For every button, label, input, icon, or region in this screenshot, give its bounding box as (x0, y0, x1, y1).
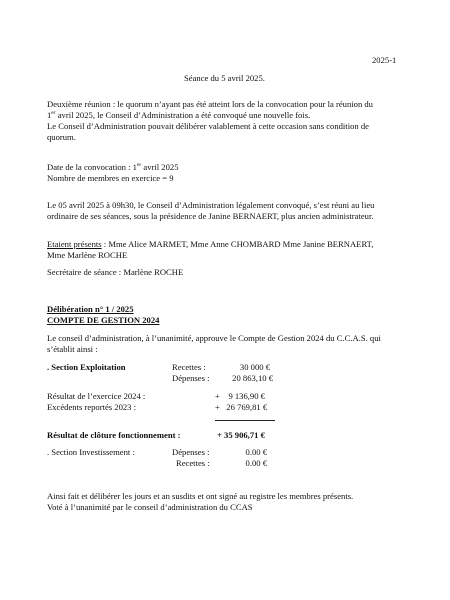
result-cloture-label: Résultat de clôture fonctionnement : (47, 430, 181, 440)
deliberation-line-2: s’établit ainsi : (47, 344, 98, 354)
members-count: Nombre de membres en exercice = 9 (47, 173, 174, 183)
investissement-recettes-label: Recettes : (176, 458, 210, 468)
investissement-depenses-label: Dépenses : (172, 447, 210, 457)
exploitation-label: . Section Exploitation (47, 362, 126, 372)
deliberation-number: Délibération n° 1 / 2025 (47, 304, 134, 314)
closing-line-2: Voté à l’unanimité par le conseil d’administration du CCAS (47, 502, 253, 512)
meeting-line-1: Le 05 avril 2025 à 09h30, le Conseil d’Administration légalement convoqué, s’est réuni au lieu (47, 200, 375, 210)
intro-line-4: quorum. (47, 132, 76, 142)
exploitation-depenses-label: Dépenses : (172, 373, 210, 383)
intro-line-2: 1er avril 2025, le Conseil d’Administration a été convoqué une nouvelle fois. (47, 110, 311, 120)
deliberation-subject: COMPTE DE GESTION 2024 (47, 315, 160, 325)
result-exercice-label: Résultat de l’exercice 2024 : (47, 391, 146, 401)
document-reference: 2025-1 (372, 55, 397, 65)
investissement-label: . Section Investissement : (47, 447, 135, 457)
result-exercice-value: + 9 136,90 € (215, 391, 265, 401)
convocation-date: Date de la convocation : 1er avril 2025 (47, 162, 179, 172)
attendance-line-1: Etaient présents : Mme Alice MARMET, Mme Anne CHOMBARD Mme Janine BERNAERT, (47, 239, 374, 249)
closing-line-1: Ainsi fait et délibérer les jours et an susdits et ont signé au registre les membres présents. (47, 491, 354, 501)
exploitation-recettes-label: Recettes : (172, 362, 206, 372)
attendance-label: Etaient présents (47, 239, 102, 249)
meeting-title: Séance du 5 avril 2025. (184, 73, 265, 83)
investissement-depenses-value: 0.00 € (245, 447, 267, 457)
intro-line-1: Deuxième réunion : le quorum n’ayant pas été atteint lors de la convocation pour la réunion du (47, 99, 373, 109)
exploitation-recettes-value: 30 000 € (239, 362, 270, 372)
investissement-recettes-value: 0.00 € (245, 458, 267, 468)
excedents-reportes-value: + 26 769,81 € (215, 402, 268, 412)
meeting-line-2: ordinaire de ses séances, sous la présidence de Janine BERNAERT, plus ancien administrateur. (47, 211, 374, 221)
excedents-reportes-label: Excédents reportés 2023 : (47, 402, 137, 412)
deliberation-line-1: Le conseil d’administration, à l’unanimité, approuve le Compte de Gestion 2024 du C.C.A.S. qui (47, 333, 381, 343)
intro-line-3: Le Conseil d’Administration pouvait délibérer valablement à cette occasion sans condition de (47, 121, 369, 131)
total-separator (215, 420, 275, 421)
secretary-line: Secrétaire de séance : Marlène ROCHE (47, 267, 184, 277)
exploitation-depenses-value: 20 863,10 € (232, 373, 273, 383)
attendance-line-2: Mme Marlène ROCHE (47, 250, 128, 260)
result-cloture-value: + 35 906,71 € (217, 430, 265, 440)
